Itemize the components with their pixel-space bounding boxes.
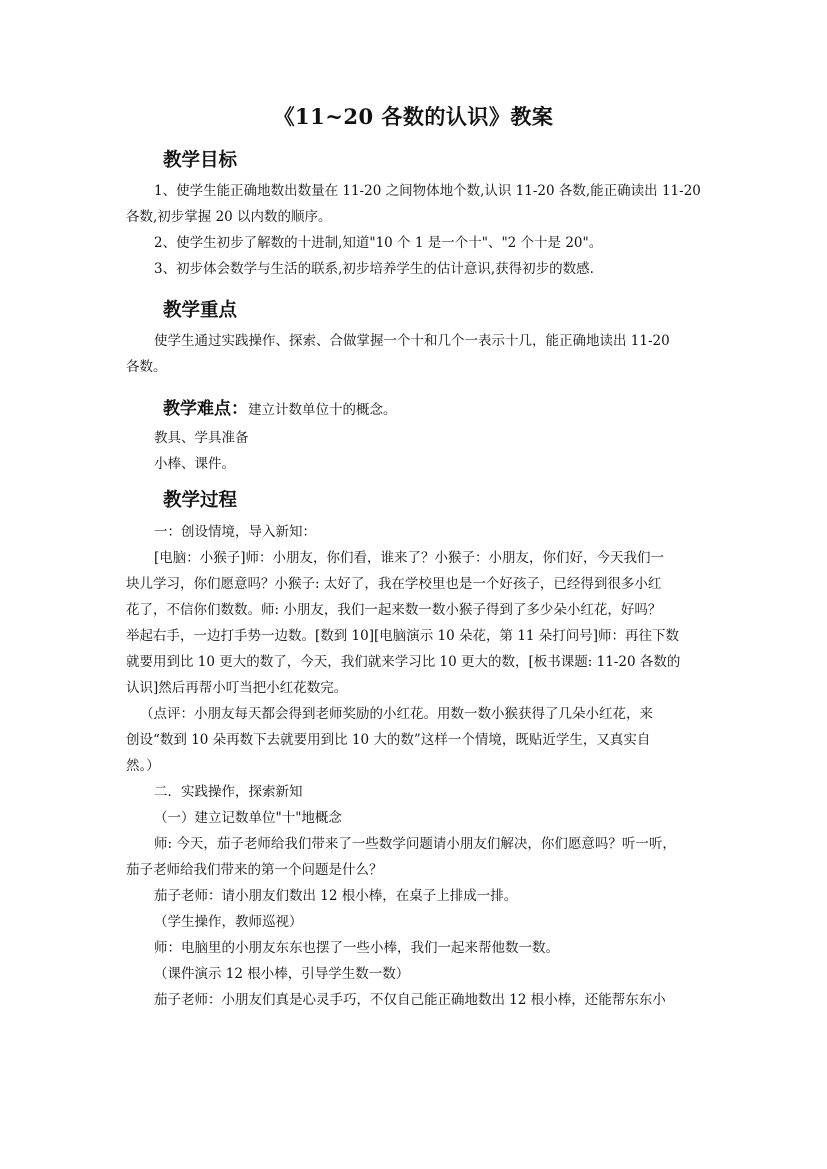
keypoint-heading: 教学重点: [163, 300, 238, 321]
process-line: 举起右手，一边打手势一边数。[数到 10][电脑演示 10 朵花，第 11 朵打问号]师：再往下数: [126, 628, 680, 644]
process-line: 花了，不信你们数数。师: 小朋友，我们一起来数一数小猴子得到了多少朵小红花，好吗？: [126, 602, 662, 618]
goals-heading: 教学目标: [163, 150, 238, 171]
process-line: （学生操作，教师巡视）: [154, 914, 303, 930]
difficulty-row: [163, 394, 397, 419]
process-line: 师：电脑里的小朋友东东也摆了一些小棒，我们一起来帮他数一数。: [154, 940, 559, 956]
difficulty-text: 建立计数单位十的概念。: [248, 402, 397, 418]
process-line: 然。）: [126, 758, 160, 774]
process-line: 茄子老师：请小朋友们数出 12 根小棒，在桌子上排成一排。: [154, 888, 518, 904]
keypoint-paragraph: [126, 328, 703, 380]
process-line: 认识]然后再帮小叮当把小红花数完。: [126, 680, 348, 696]
process-line: 块儿学习，你们愿意吗？小猴子: 太好了，我在学校里也是一个好孩子，已经得到很多小红: [126, 576, 662, 592]
process-line: （课件演示 12 根小棒，引导学生数一数）: [154, 966, 410, 982]
process-line: 创设“数到 10 朵再数下去就要用到比 10 大的数”这样一个情境，既贴近学生，又真实自: [126, 732, 651, 748]
goals-paragraph: [126, 178, 703, 282]
process-line: 师: 今天，茄子老师给我们带来了一些数学问题请小朋友们解决，你们愿意吗？听一听，: [154, 836, 676, 852]
tools-text: 小棒、课件。: [154, 456, 235, 472]
process-paragraph: [126, 519, 703, 1013]
goal-line: 各数,初步掌握 20 以内数的顺序。: [126, 209, 332, 225]
tools-paragraph: [126, 425, 703, 477]
process-line: （点评：小朋友每天都会得到老师奖励的小红花。用数一数小猴获得了几朵小红花，来: [140, 706, 653, 722]
process-line: [电脑：小猴子]师：小朋友，你们看，谁来了？小猴子：小朋友，你们好，今天我们一: [154, 550, 665, 566]
process-line: 一：创设情境，导入新知：: [154, 524, 316, 540]
goal-line: 3、初步体会数学与生活的联系,初步培养学生的估计意识,获得初步的数感.: [154, 261, 594, 277]
page-title: 《11~20 各数的认识》教案: [273, 104, 554, 129]
keypoint-line: 使学生通过实践操作、探索、合做掌握一个十和几个一表示十几，能正确地读出 11-20: [154, 333, 670, 349]
difficulty-label: 教学难点：: [163, 399, 248, 419]
process-line: （一）建立记数单位"十"地概念: [154, 810, 342, 826]
keypoint-line: 各数。: [126, 359, 167, 375]
process-line: 茄子老师给我们带来的第一个问题是什么？: [126, 862, 383, 878]
process-line: 茄子老师：小朋友们真是心灵手巧，不仅自己能正确地数出 12 根小棒，还能帮东东小: [154, 992, 666, 1008]
goal-line: 1、使学生能正确地数出数量在 11-20 之间物体地个数,认识 11-20 各数,能正确读出 11-20: [154, 183, 701, 199]
process-line: 二．实践操作，探索新知: [154, 784, 303, 800]
goal-line: 2、使学生初步了解数的十进制,知道"10 个 1 是一个十"、"2 个十是 20"。: [154, 235, 603, 251]
process-line: 就要用到比 10 更大的数了，今天，我们就来学习比 10 更大的数，[板书课题: 11-20 各数的: [126, 654, 681, 670]
tools-heading: 教具、学具准备: [154, 430, 249, 446]
process-heading: 教学过程: [163, 490, 238, 511]
